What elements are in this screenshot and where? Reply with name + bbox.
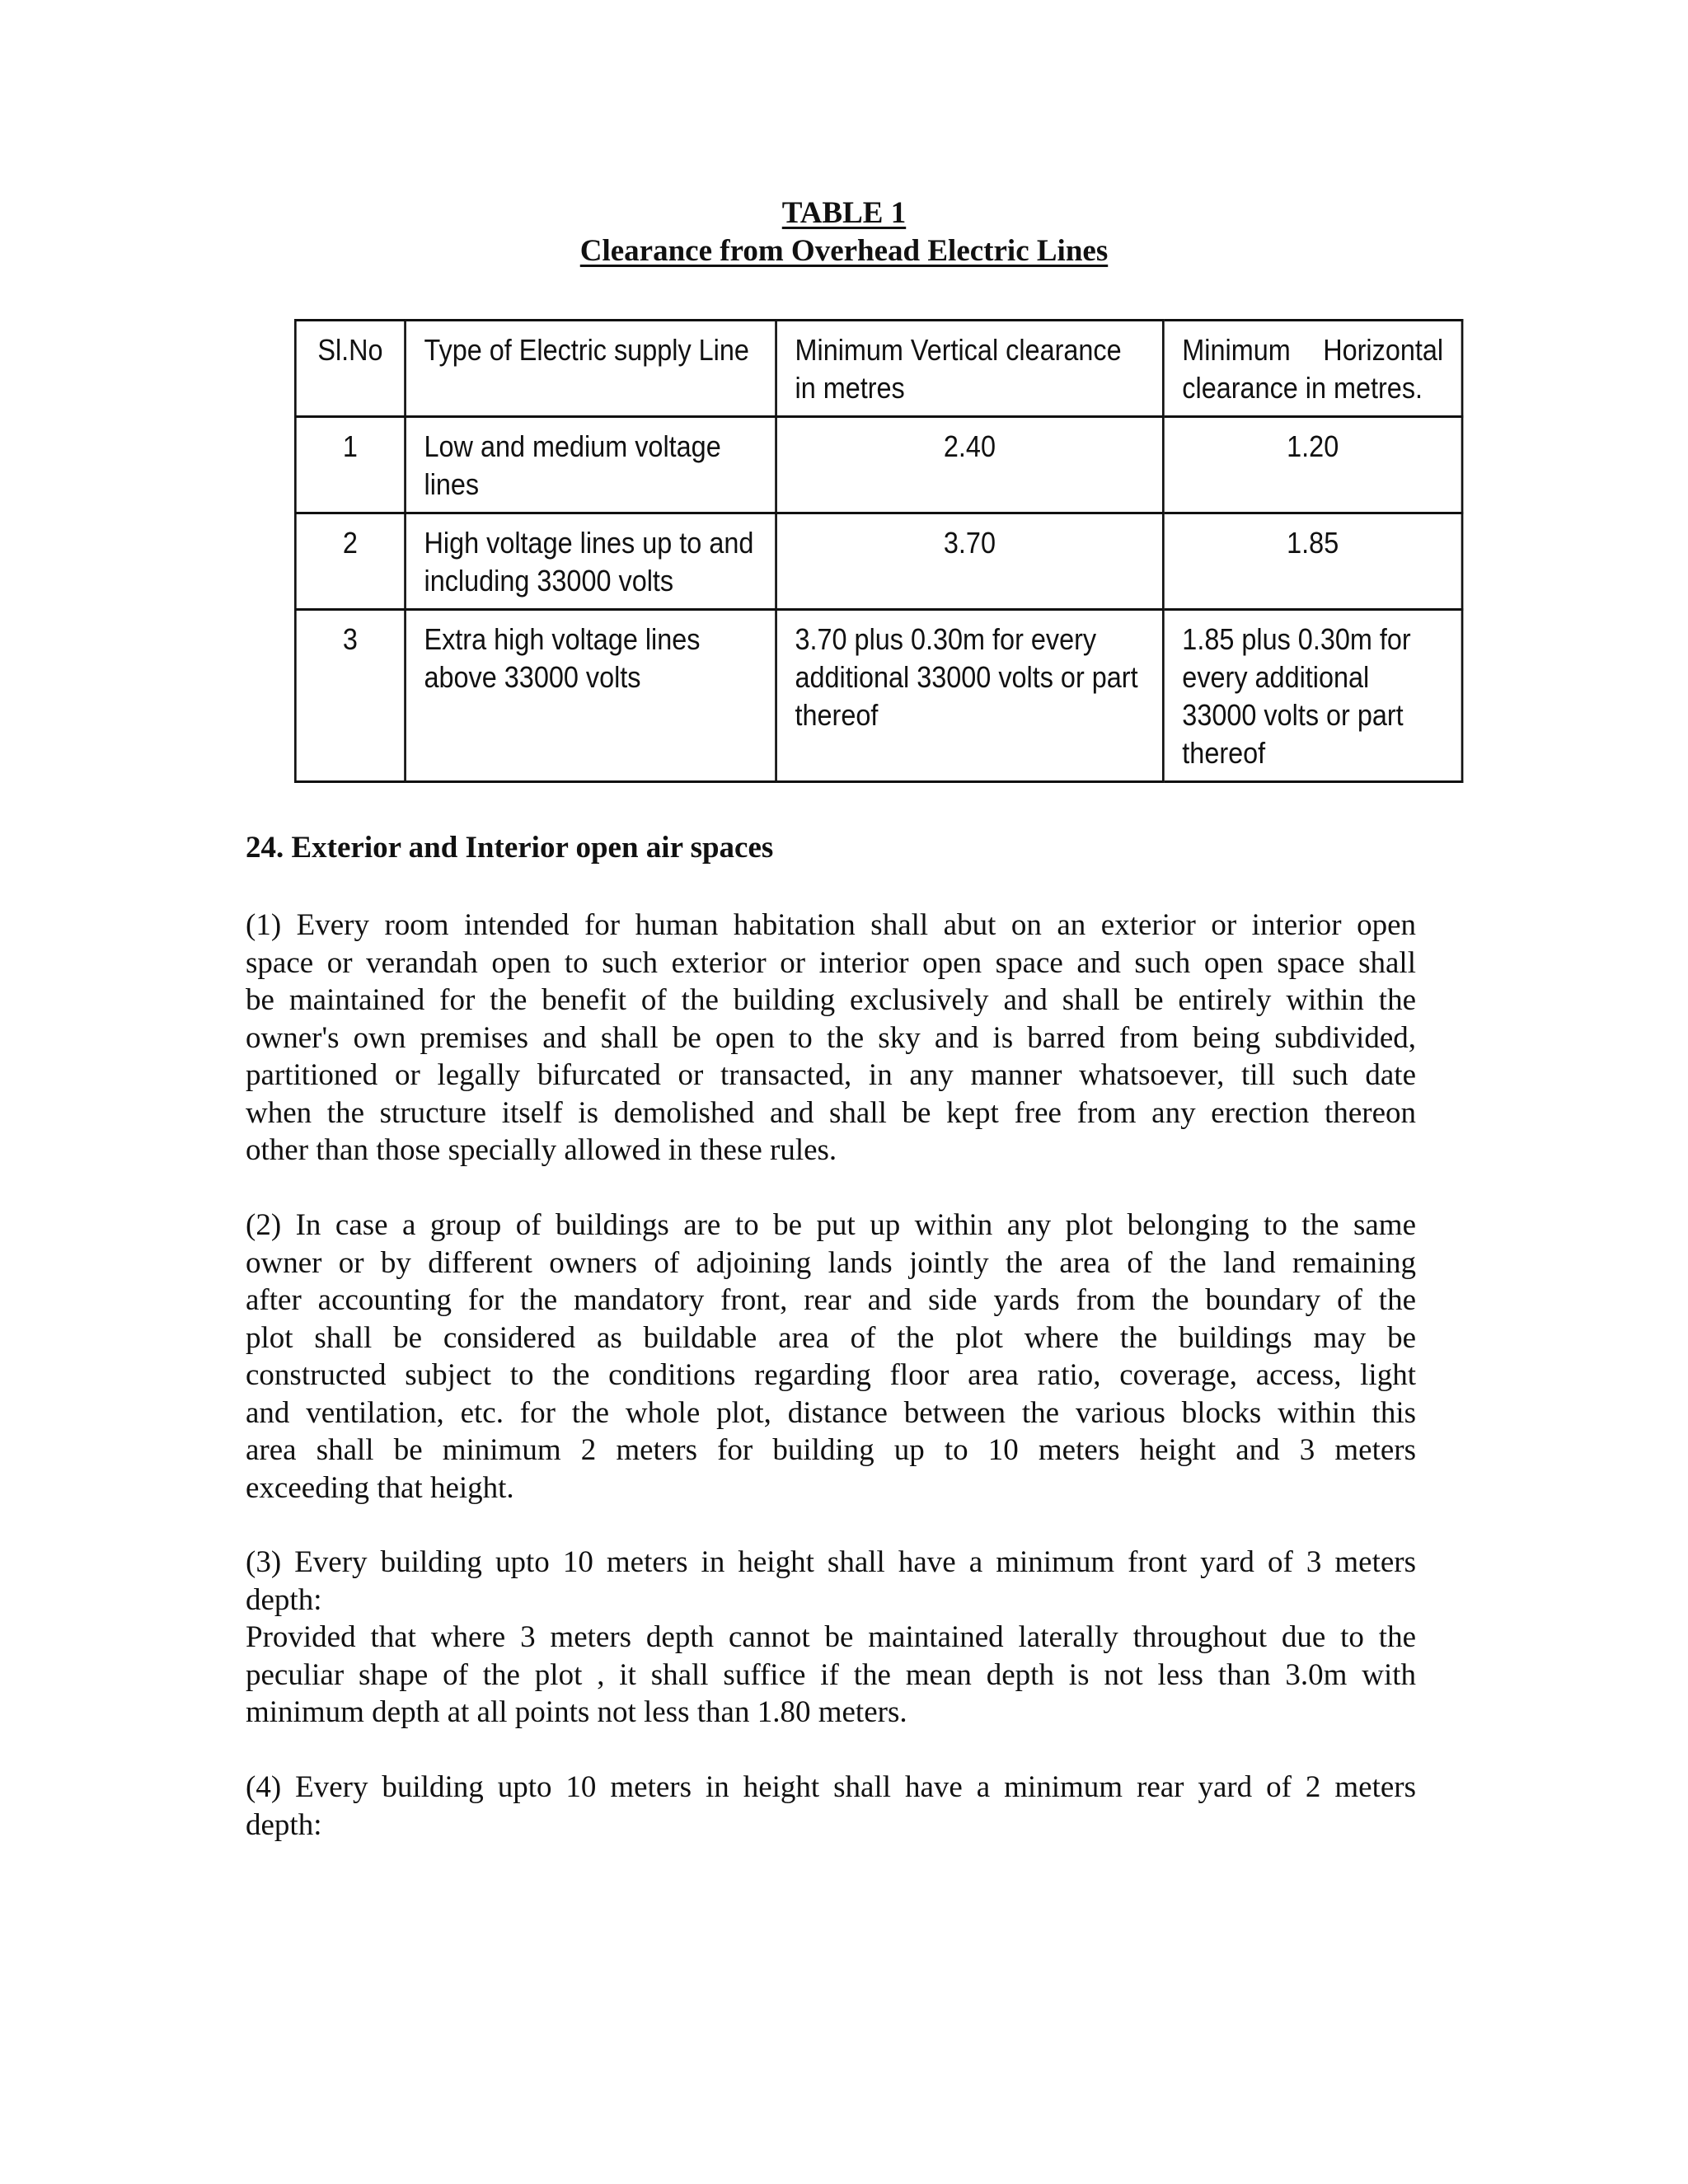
paragraph-line: (4) Every building upto 10 meters in height shall have a minimum rear yard of 2 meters: [246, 1770, 1416, 1804]
paragraph-line: (2) In case a group of buildings are to be put up within any plot belonging to the same: [246, 1208, 1416, 1242]
paragraph-4: [246, 1769, 1416, 1844]
paragraph-line: minimum depth at all points not less than 1.80 meters.: [246, 1695, 907, 1729]
row-horizontal: 1.20: [1163, 417, 1462, 513]
paragraph-line: (1) Every room intended for human habitation shall abut on an exterior or interior open: [246, 908, 1416, 942]
paragraph-2: [246, 1207, 1416, 1507]
row-vertical: 2.40: [776, 417, 1164, 513]
clearance-table: [294, 319, 1463, 783]
row-vertical: 3.70 plus 0.30m for every additional 33000 volts or part thereof: [776, 610, 1164, 782]
table-title-line1-wrap: [0, 194, 1688, 232]
paragraph-line: constructed subject to the conditions regarding floor area ratio, coverage, access, light: [246, 1358, 1416, 1392]
paragraph-line: be maintained for the benefit of the building exclusively and shall be entirely within the: [246, 983, 1416, 1017]
header-horizontal-word2: Horizontal: [1323, 333, 1444, 367]
header-horizontal: [1163, 321, 1462, 417]
row-sl-no: 2: [295, 513, 405, 610]
paragraph-line: and ventilation, etc. for the whole plot, distance between the various blocks within this: [246, 1395, 1416, 1430]
paragraph-line: owner's own premises and shall be open to the sky and is barred from being subdivided,: [246, 1020, 1416, 1055]
header-horizontal-word1: Minimum: [1182, 333, 1291, 367]
table-row: [295, 417, 1462, 513]
row-sl-no: 1: [295, 417, 405, 513]
paragraph-line: after accounting for the mandatory front, rear and side yards from the boundary of the: [246, 1283, 1416, 1317]
header-horizontal-first-line: [1182, 331, 1443, 369]
paragraph-line: plot shall be considered as buildable area of the plot where the buildings may be: [246, 1320, 1416, 1355]
header-horizontal-rest: clearance in metres.: [1182, 371, 1423, 405]
paragraph-line: other than those specially allowed in these rules.: [246, 1133, 837, 1167]
row-type: Extra high voltage lines above 33000 volts: [406, 610, 776, 782]
paragraph-line: Provided that where 3 meters depth cannot be maintained laterally throughout due to the: [246, 1620, 1416, 1654]
header-sl-no: Sl.No: [295, 321, 405, 417]
header-type: Type of Electric supply Line: [406, 321, 776, 417]
table-title: TABLE 1: [781, 196, 907, 230]
paragraph-3: [246, 1544, 1416, 1732]
paragraph-line: depth:: [246, 1807, 322, 1842]
paragraph-line: owner or by different owners of adjoining lands jointly the area of the land remaining: [246, 1245, 1416, 1280]
row-vertical: 3.70: [776, 513, 1164, 610]
paragraph-line: partitioned or legally bifurcated or transacted, in any manner whatsoever, till such date: [246, 1058, 1416, 1092]
row-horizontal: 1.85 plus 0.30m for every additional 33000 volts or part thereof: [1163, 610, 1462, 782]
paragraph-line: space or verandah open to such exterior or interior open space and such open space shall: [246, 945, 1416, 980]
paragraph-line: depth:: [246, 1582, 322, 1617]
table-subtitle-wrap: [0, 232, 1688, 270]
section-heading: 24. Exterior and Interior open air spaces: [246, 831, 774, 865]
header-vertical: Minimum Vertical clearance in metres: [776, 321, 1164, 417]
paragraph-1: [246, 907, 1416, 1169]
paragraph-line: exceeding that height.: [246, 1470, 514, 1505]
table-subtitle: Clearance from Overhead Electric Lines: [579, 234, 1109, 268]
paragraph-line: area shall be minimum 2 meters for building up to 10 meters height and 3 meters: [246, 1433, 1416, 1467]
row-type: High voltage lines up to and including 33000 volts: [406, 513, 776, 610]
row-sl-no: 3: [295, 610, 405, 782]
row-type: Low and medium voltage lines: [406, 417, 776, 513]
paragraph-line: peculiar shape of the plot , it shall suffice if the mean depth is not less than 3.0m with: [246, 1657, 1416, 1692]
table-row: [295, 513, 1462, 610]
paragraph-line: (3) Every building upto 10 meters in height shall have a minimum front yard of 3 meters: [246, 1545, 1416, 1579]
table-row: [295, 610, 1462, 782]
paragraph-line: when the structure itself is demolished and shall be kept free from any erection thereon: [246, 1095, 1416, 1130]
row-horizontal: 1.85: [1163, 513, 1462, 610]
table-header-row: [295, 321, 1462, 417]
